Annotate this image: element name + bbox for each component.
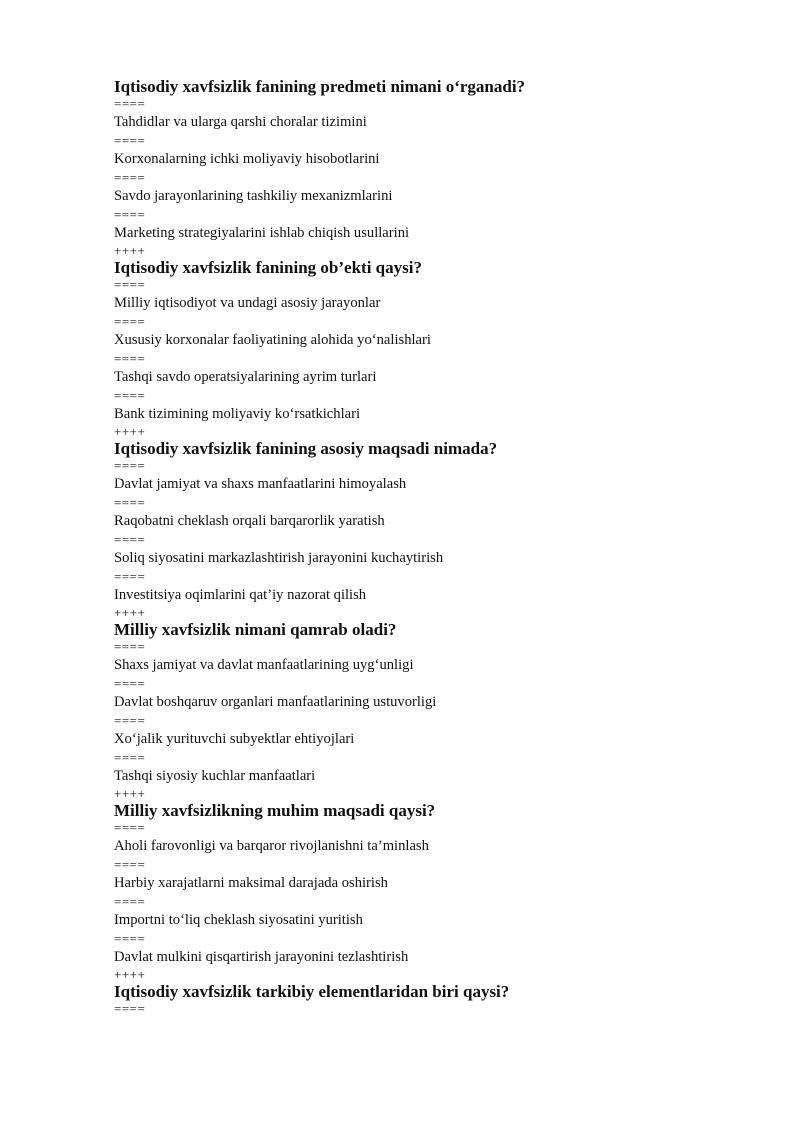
answer-option: Tashqi savdo operatsiyalarining ayrim turlari (114, 369, 377, 385)
question-block (114, 257, 754, 438)
answer-option: Davlat jamiyat va shaxs manfaatlarini himoyalash (114, 476, 407, 492)
answer-option: Investitsiya oqimlarini qat’iy nazorat qilish (114, 587, 367, 603)
answer-option: Marketing strategiyalarini ishlab chiqish usullarini (114, 225, 410, 241)
answer-option: Shaxs jamiyat va davlat manfaatlarining uyg‘unligi (114, 657, 414, 673)
block-end-marker: ++++ (114, 424, 146, 439)
option-separator: ==== (114, 458, 146, 473)
option-separator: ==== (114, 894, 146, 909)
answer-option: Xususiy korxonalar faoliyatining alohida yo‘nalishlari (114, 332, 431, 348)
answer-option: Harbiy xarajatlarni maksimal darajada oshirish (114, 875, 388, 891)
answer-option: Davlat mulkini qisqartirish jarayonini tezlashtirish (114, 949, 409, 965)
block-end-marker: ++++ (114, 243, 146, 258)
answer-option: Raqobatni cheklash orqali barqarorlik yaratish (114, 513, 385, 529)
answer-option: Xo‘jalik yurituvchi subyektlar ehtiyojlari (114, 731, 355, 747)
question-block (114, 438, 754, 619)
answer-option: Korxonalarning ichki moliyaviy hisobotlarini (114, 151, 380, 167)
question-block (114, 619, 754, 800)
block-end-marker: ++++ (114, 605, 146, 620)
answer-option: Importni to‘liq cheklash siyosatini yuritish (114, 912, 363, 928)
option-separator: ==== (114, 277, 146, 292)
option-separator: ==== (114, 713, 146, 728)
question-text: Milliy xavfsizlikning muhim maqsadi qaysi? (114, 801, 436, 820)
answer-option: Aholi farovonligi va barqaror rivojlanishni ta’minlash (114, 838, 429, 854)
option-separator: ==== (114, 1001, 146, 1016)
option-separator: ==== (114, 133, 146, 148)
answer-option: Davlat boshqaruv organlari manfaatlarining ustuvorligi (114, 694, 437, 710)
option-separator: ==== (114, 388, 146, 403)
question-block (114, 981, 754, 1015)
option-separator: ==== (114, 532, 146, 547)
option-separator: ==== (114, 569, 146, 584)
option-separator: ==== (114, 857, 146, 872)
question-text: Iqtisodiy xavfsizlik tarkibiy elementlaridan biri qaysi? (114, 982, 510, 1001)
answer-option: Bank tizimining moliyaviy ko‘rsatkichlari (114, 406, 361, 422)
option-separator: ==== (114, 96, 146, 111)
option-separator: ==== (114, 820, 146, 835)
question-block (114, 76, 754, 257)
option-separator: ==== (114, 314, 146, 329)
answer-option: Tahdidlar va ularga qarshi choralar tizimini (114, 114, 367, 130)
answer-option: Soliq siyosatini markazlashtirish jarayonini kuchaytirish (114, 550, 444, 566)
option-separator: ==== (114, 676, 146, 691)
question-text: Iqtisodiy xavfsizlik fanining asosiy maqsadi nimada? (114, 439, 498, 458)
block-end-marker: ++++ (114, 967, 146, 982)
option-separator: ==== (114, 639, 146, 654)
question-text: Iqtisodiy xavfsizlik fanining predmeti nimani o‘rganadi? (114, 77, 526, 96)
option-separator: ==== (114, 207, 146, 222)
answer-option: Milliy iqtisodiyot va undagi asosiy jarayonlar (114, 295, 381, 311)
question-text: Milliy xavfsizlik nimani qamrab oladi? (114, 620, 397, 639)
answer-option: Tashqi siyosiy kuchlar manfaatlari (114, 768, 316, 784)
document-page (114, 76, 754, 1015)
answer-option: Savdo jarayonlarining tashkiliy mexanizmlarini (114, 188, 393, 204)
option-separator: ==== (114, 351, 146, 366)
option-separator: ==== (114, 750, 146, 765)
option-separator: ==== (114, 495, 146, 510)
option-separator: ==== (114, 170, 146, 185)
option-separator: ==== (114, 931, 146, 946)
block-end-marker: ++++ (114, 786, 146, 801)
question-text: Iqtisodiy xavfsizlik fanining ob’ekti qaysi? (114, 258, 422, 277)
question-block (114, 800, 754, 981)
